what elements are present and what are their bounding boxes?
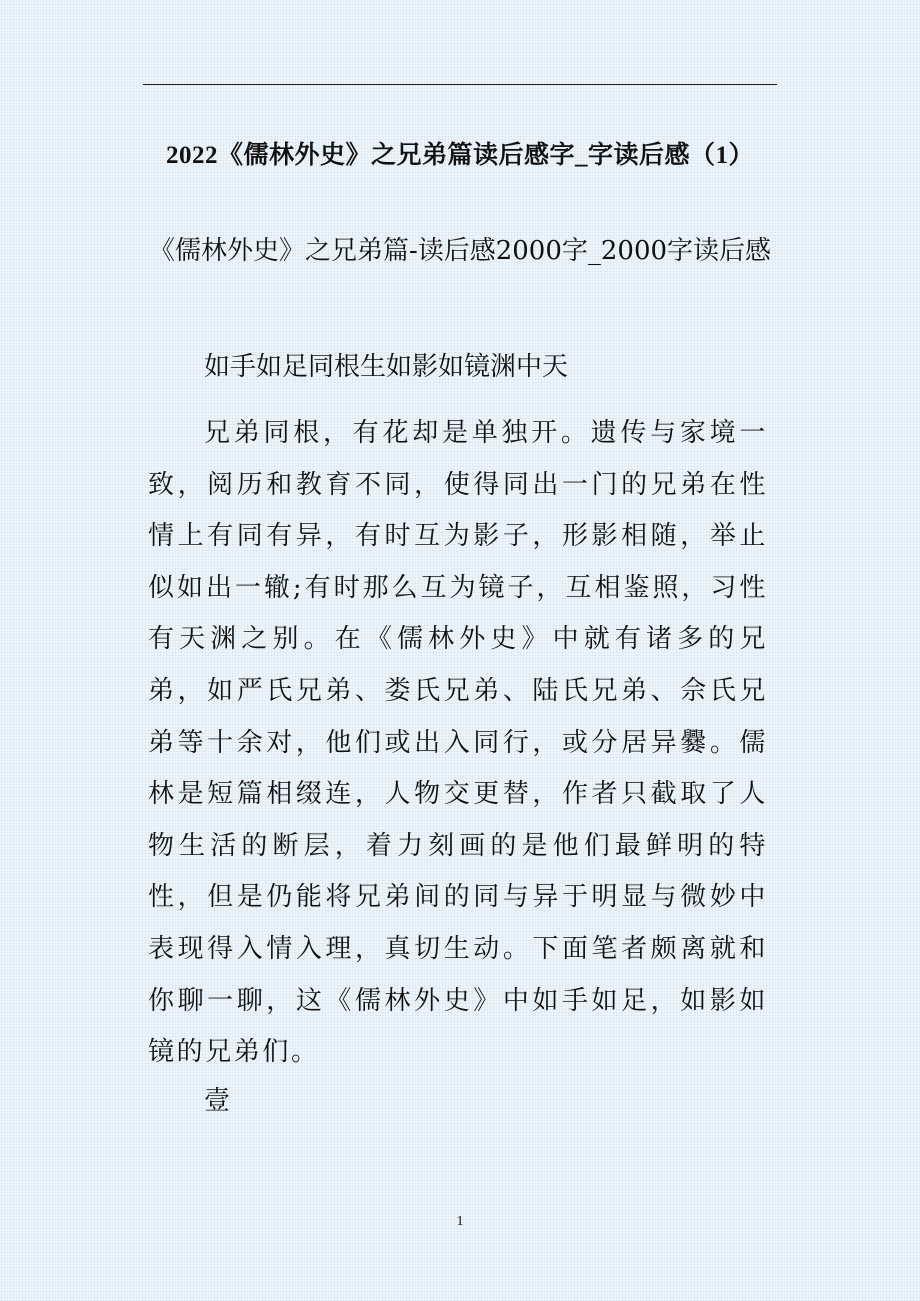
header-rule	[143, 84, 777, 85]
body-paragraph: 兄弟同根，有花却是单独开。遗传与家境一致，阅历和教育不同，使得同出一门的兄弟在性情上有同有异，有时互为影子，形影相随，举止似如出一辙;有时那么互为镜子，互相鉴照，习性有天渊之别。在《儒林外史》中就有诸多的兄弟，如严氏兄弟、娄氏兄弟、陆氏兄弟、佘氏兄弟等十余对，他们或出入同行，或分居异爨。儒林是短篇相缀连，人物交更替，作者只截取了人物生活的断层，着力刻画的是他们最鲜明的特性，但是仍能将兄弟间的同与异于明显与微妙中表现得入情入理，真切生动。下面笔者颇离就和你聊一聊，这《儒林外史》中如手如足，如影如镜的兄弟们。	[148, 418, 768, 1068]
section-heading: 壹	[204, 1086, 231, 1116]
page-number: 1	[456, 1214, 464, 1229]
intro-paragraph: 如手如足同根生如影如镜渊中天	[204, 352, 569, 382]
document-title: 2022《儒林外史》之兄弟篇读后感字_字读后感（1）	[165, 142, 754, 169]
document-subtitle: 《儒林外史》之兄弟篇-读后感2000字_2000字读后感	[148, 236, 772, 266]
